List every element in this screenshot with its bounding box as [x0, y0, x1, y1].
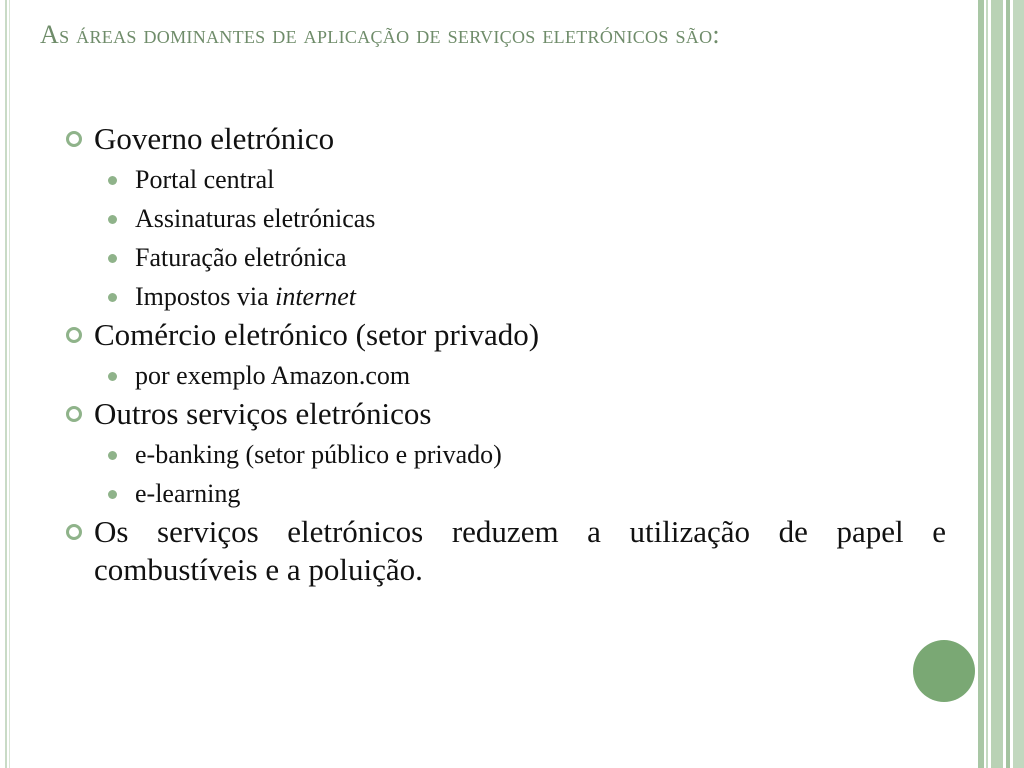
right-stripe [1006, 0, 1010, 768]
slide-content [66, 120, 946, 591]
bullet-group-conclusao [66, 513, 946, 589]
sub-bullet-item [66, 199, 946, 238]
left-border-line-inner [9, 0, 10, 768]
bullet-group-comercio [66, 316, 946, 395]
bullet-text: Governo eletrónico [94, 121, 335, 156]
right-stripe [991, 0, 1003, 768]
right-stripe [1013, 0, 1024, 768]
right-stripe [978, 0, 984, 768]
dot-bullet-icon [108, 254, 117, 263]
bullet-text: Os serviços eletrónicos reduzem a utilização de papel e combustíveis e a poluição. [94, 514, 946, 587]
sub-bullet-text-italic: internet [275, 282, 356, 311]
decorative-circle [913, 640, 975, 702]
sub-bullet-item [66, 435, 946, 474]
dot-bullet-icon [108, 372, 117, 381]
bullet-item [66, 395, 946, 433]
sub-bullet-text-prefix: Impostos via [135, 282, 276, 311]
dot-bullet-icon [108, 176, 117, 185]
sub-bullet-text: e-banking (setor público e privado) [135, 440, 502, 469]
sub-bullet-item [66, 474, 946, 513]
sub-bullet-text: por exemplo Amazon.com [135, 361, 411, 390]
left-border-line [5, 0, 7, 768]
circle-bullet-icon [66, 406, 82, 422]
dot-bullet-icon [108, 490, 117, 499]
bullet-group-governo [66, 120, 946, 316]
circle-bullet-icon [66, 524, 82, 540]
dot-bullet-icon [108, 451, 117, 460]
sub-bullet-text: e-learning [135, 479, 241, 508]
bullet-item [66, 316, 946, 354]
sub-bullet-item [66, 356, 946, 395]
sub-bullet-text: Portal central [135, 165, 275, 194]
sub-bullet-item [66, 238, 946, 277]
sub-bullet-text: Assinaturas eletrónicas [135, 204, 376, 233]
bullet-item [66, 513, 946, 589]
right-stripe [986, 0, 988, 768]
bullet-text: Comércio eletrónico (setor privado) [94, 317, 540, 352]
circle-bullet-icon [66, 327, 82, 343]
bullet-item [66, 120, 946, 158]
dot-bullet-icon [108, 215, 117, 224]
bullet-group-outros [66, 395, 946, 513]
sub-bullet-item [66, 160, 946, 199]
dot-bullet-icon [108, 293, 117, 302]
circle-bullet-icon [66, 131, 82, 147]
bullet-text: Outros serviços eletrónicos [94, 396, 432, 431]
slide-title: As áreas dominantes de aplicação de serviços eletrónicos são: [40, 20, 720, 49]
sub-bullet-text: Faturação eletrónica [135, 243, 347, 272]
sub-bullet-item [66, 277, 946, 316]
